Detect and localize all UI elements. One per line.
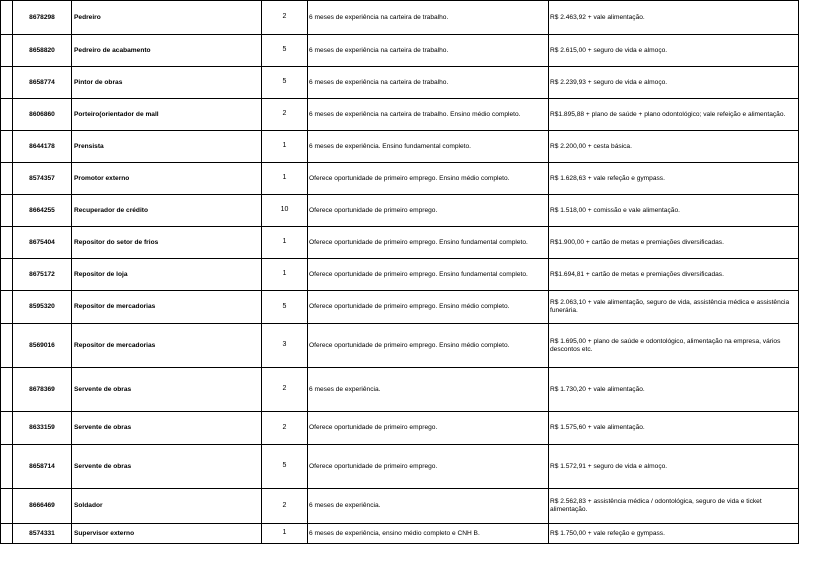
requirements-cell: Oferece oportunidade de primeiro emprego. Ensino fundamental completo. [308,259,549,291]
job-title-cell: Repositor de mercadorias [72,291,262,324]
job-title-cell: Porteiro(orientador de mall [72,99,262,131]
vacancy-count-cell: 2 [262,412,308,445]
vacancy-count-cell: 1 [262,131,308,163]
row-margin-cell [1,368,13,412]
row-margin-cell [1,35,13,67]
table-row [1,67,799,99]
requirements-cell: Oferece oportunidade de primeiro emprego. Ensino médio completo. [308,291,549,324]
salary-benefits-cell: R$ 1.730,20 + vale alimentação. [549,368,799,412]
requirements-cell: 6 meses de experiência. [308,489,549,524]
salary-benefits-cell: R$ 2.200,00 + cesta básica. [549,131,799,163]
row-margin-cell [1,163,13,195]
job-title-cell: Recuperador de crédito [72,195,262,227]
requirements-cell: Oferece oportunidade de primeiro emprego. Ensino médio completo. [308,163,549,195]
row-margin-cell [1,259,13,291]
vacancy-code-cell: 8675172 [13,259,72,291]
requirements-cell: 6 meses de experiência, ensino médio completo e CNH B. [308,524,549,544]
row-margin-cell [1,291,13,324]
vacancy-count-cell: 1 [262,524,308,544]
row-margin-cell [1,67,13,99]
requirements-cell: 6 meses de experiência. Ensino fundamental completo. [308,131,549,163]
salary-benefits-cell: R$ 2.239,93 + seguro de vida e almoço. [549,67,799,99]
requirements-cell: 6 meses de experiência. [308,368,549,412]
job-title-cell: Repositor de loja [72,259,262,291]
row-margin-cell [1,489,13,524]
table-row [1,99,799,131]
vacancy-count-cell: 3 [262,324,308,368]
requirements-cell: Oferece oportunidade de primeiro emprego. Ensino médio completo. [308,324,549,368]
row-margin-cell [1,131,13,163]
salary-benefits-cell: R$ 2.615,00 + seguro de vida e almoço. [549,35,799,67]
requirements-cell: 6 meses de experiência na carteira de trabalho. [308,1,549,35]
salary-benefits-cell: R$ 1.572,91 + seguro de vida e almoço. [549,445,799,489]
job-title-cell: Pintor de obras [72,67,262,99]
salary-benefits-cell: R$ 2.063,10 + vale alimentação, seguro de vida, assistência médica e assistência funerária. [549,291,799,324]
vacancy-count-cell: 5 [262,67,308,99]
vacancy-code-cell: 8678369 [13,368,72,412]
salary-benefits-cell: R$ 1.695,00 + plano de saúde e odontológico, alimentação na empresa, vários descontos etc. [549,324,799,368]
job-title-cell: Servente de obras [72,445,262,489]
job-title-cell: Soldador [72,489,262,524]
salary-benefits-cell: R$1.895,88 + plano de saúde + plano odontológico; vale refeição e alimentação. [549,99,799,131]
table-row [1,489,799,524]
row-margin-cell [1,195,13,227]
vacancy-code-cell: 8595320 [13,291,72,324]
vacancy-count-cell: 2 [262,368,308,412]
salary-benefits-cell: R$ 1.575,60 + vale alimentação. [549,412,799,445]
requirements-cell: 6 meses de experiência na carteira de trabalho. Ensino médio completo. [308,99,549,131]
vacancy-code-cell: 8574331 [13,524,72,544]
vacancy-code-cell: 8675404 [13,227,72,259]
vacancy-count-cell: 2 [262,99,308,131]
vacancy-code-cell: 8606860 [13,99,72,131]
job-listings-body [1,1,799,544]
salary-benefits-cell: R$1.694,81 + cartão de metas e premiações diversificadas. [549,259,799,291]
table-row [1,324,799,368]
requirements-cell: Oferece oportunidade de primeiro emprego. [308,445,549,489]
row-margin-cell [1,524,13,544]
vacancy-count-cell: 5 [262,35,308,67]
row-margin-cell [1,99,13,131]
table-row [1,163,799,195]
vacancy-count-cell: 2 [262,1,308,35]
vacancy-code-cell: 8658714 [13,445,72,489]
table-row [1,227,799,259]
table-row [1,131,799,163]
vacancy-count-cell: 1 [262,227,308,259]
vacancy-code-cell: 8678298 [13,1,72,35]
table-row [1,35,799,67]
job-title-cell: Pedreiro de acabamento [72,35,262,67]
vacancy-code-cell: 8633159 [13,412,72,445]
row-margin-cell [1,412,13,445]
vacancy-code-cell: 8574357 [13,163,72,195]
requirements-cell: 6 meses de experiência na carteira de trabalho. [308,35,549,67]
vacancy-code-cell: 8658820 [13,35,72,67]
table-row [1,412,799,445]
requirements-cell: Oferece oportunidade de primeiro emprego. [308,195,549,227]
table-row [1,291,799,324]
salary-benefits-cell: R$1.900,00 + cartão de metas e premiações diversificadas. [549,227,799,259]
table-row [1,195,799,227]
salary-benefits-cell: R$ 1.518,00 + comissão e vale alimentação. [549,195,799,227]
job-title-cell: Repositor do setor de frios [72,227,262,259]
vacancy-count-cell: 10 [262,195,308,227]
row-margin-cell [1,227,13,259]
vacancy-count-cell: 1 [262,259,308,291]
salary-benefits-cell: R$ 1.750,00 + vale refeção e gympass. [549,524,799,544]
table-row [1,368,799,412]
vacancy-code-cell: 8658774 [13,67,72,99]
job-title-cell: Servente de obras [72,368,262,412]
table-row [1,445,799,489]
vacancy-count-cell: 5 [262,445,308,489]
job-title-cell: Servente de obras [72,412,262,445]
row-margin-cell [1,324,13,368]
row-margin-cell [1,1,13,35]
table-row [1,1,799,35]
job-title-cell: Pedreiro [72,1,262,35]
table-row [1,259,799,291]
vacancy-count-cell: 5 [262,291,308,324]
table-row [1,524,799,544]
job-title-cell: Promotor externo [72,163,262,195]
vacancy-code-cell: 8644178 [13,131,72,163]
requirements-cell: Oferece oportunidade de primeiro emprego. Ensino fundamental completo. [308,227,549,259]
job-title-cell: Prensista [72,131,262,163]
job-title-cell: Supervisor externo [72,524,262,544]
vacancy-code-cell: 8664255 [13,195,72,227]
vacancy-code-cell: 8666469 [13,489,72,524]
salary-benefits-cell: R$ 2.562,83 + assistência médica / odontológica, seguro de vida e ticket alimentação. [549,489,799,524]
vacancy-count-cell: 2 [262,489,308,524]
salary-benefits-cell: R$ 2.463,92 + vale alimentação. [549,1,799,35]
requirements-cell: 6 meses de experiência na carteira de trabalho. [308,67,549,99]
vacancy-count-cell: 1 [262,163,308,195]
job-title-cell: Repositor de mercadorias [72,324,262,368]
salary-benefits-cell: R$ 1.628,63 + vale refeção e gympass. [549,163,799,195]
requirements-cell: Oferece oportunidade de primeiro emprego. [308,412,549,445]
row-margin-cell [1,445,13,489]
vacancy-code-cell: 8569016 [13,324,72,368]
